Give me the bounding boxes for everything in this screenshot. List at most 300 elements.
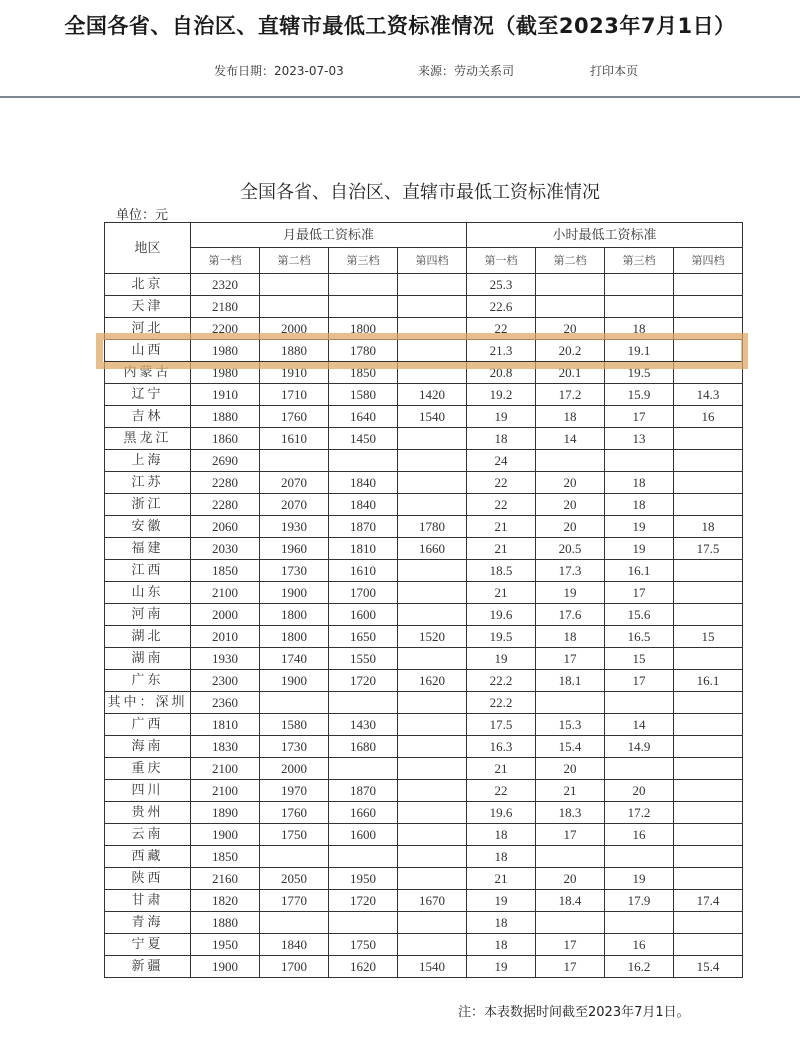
hourly-tier-4-cell: 18 <box>674 516 743 538</box>
table-row <box>105 560 743 582</box>
hourly-tier-4-cell <box>674 912 743 934</box>
hourly-tier-4-cell <box>674 868 743 890</box>
table-row <box>105 472 743 494</box>
hourly-tier-4-cell <box>674 450 743 472</box>
hourly-tier-3-cell: 16 <box>605 824 674 846</box>
monthly-tier-3-cell <box>329 912 398 934</box>
monthly-tier-3-cell: 1850 <box>329 362 398 384</box>
hourly-tier-2-cell: 15.4 <box>536 736 605 758</box>
monthly-tier-3-header: 第三档 <box>329 248 398 274</box>
table-row <box>105 340 743 362</box>
monthly-tier-1-cell: 1980 <box>191 340 260 362</box>
hourly-tier-2-cell: 20.5 <box>536 538 605 560</box>
hourly-tier-1-cell: 21 <box>467 516 536 538</box>
table-row <box>105 428 743 450</box>
monthly-tier-1-cell: 2280 <box>191 472 260 494</box>
hourly-tier-2-cell: 18 <box>536 626 605 648</box>
monthly-tier-1-cell: 2000 <box>191 604 260 626</box>
monthly-tier-3-cell: 1620 <box>329 956 398 978</box>
hourly-tier-3-cell <box>605 274 674 296</box>
monthly-tier-3-cell: 1840 <box>329 472 398 494</box>
hourly-tier-3-cell: 14 <box>605 714 674 736</box>
hourly-tier-4-cell <box>674 802 743 824</box>
hourly-tier-4-cell: 16.1 <box>674 670 743 692</box>
hourly-tier-2-cell: 18.3 <box>536 802 605 824</box>
monthly-tier-3-cell <box>329 450 398 472</box>
hourly-tier-2-cell: 17.2 <box>536 384 605 406</box>
hourly-tier-2-cell: 14 <box>536 428 605 450</box>
table-row <box>105 604 743 626</box>
monthly-tier-1-cell: 2060 <box>191 516 260 538</box>
monthly-tier-3-cell: 1600 <box>329 604 398 626</box>
hourly-tier-2-cell: 20 <box>536 472 605 494</box>
hourly-tier-3-cell <box>605 450 674 472</box>
region-cell: 江苏 <box>105 472 191 494</box>
monthly-tier-4-cell <box>398 274 467 296</box>
page-title: 全国各省、自治区、直辖市最低工资标准情况（截至2023年7月1日） <box>64 14 736 38</box>
monthly-tier-2-cell: 1930 <box>260 516 329 538</box>
hourly-tier-3-cell: 15.9 <box>605 384 674 406</box>
hourly-tier-4-cell <box>674 758 743 780</box>
monthly-tier-3-cell: 1610 <box>329 560 398 582</box>
region-cell: 甘肃 <box>105 890 191 912</box>
monthly-tier-4-cell <box>398 780 467 802</box>
monthly-tier-2-cell: 2000 <box>260 318 329 340</box>
hourly-tier-3-cell: 19 <box>605 868 674 890</box>
region-cell: 重庆 <box>105 758 191 780</box>
monthly-tier-1-cell: 2010 <box>191 626 260 648</box>
monthly-tier-4-cell <box>398 472 467 494</box>
hourly-tier-4-cell: 14.3 <box>674 384 743 406</box>
table-row <box>105 736 743 758</box>
region-cell: 青海 <box>105 912 191 934</box>
monthly-tier-2-cell: 1700 <box>260 956 329 978</box>
table-row <box>105 824 743 846</box>
hourly-tier-4-cell <box>674 934 743 956</box>
monthly-tier-3-cell <box>329 296 398 318</box>
monthly-tier-4-header: 第四档 <box>398 248 467 274</box>
hourly-tier-2-cell: 20 <box>536 516 605 538</box>
hourly-tier-3-cell: 17.2 <box>605 802 674 824</box>
monthly-tier-2-cell <box>260 274 329 296</box>
region-cell: 山西 <box>105 340 191 362</box>
region-cell: 宁夏 <box>105 934 191 956</box>
hourly-tier-2-cell <box>536 846 605 868</box>
hourly-tier-4-cell <box>674 714 743 736</box>
hourly-tier-2-cell: 20 <box>536 868 605 890</box>
hourly-tier-2-cell: 17.6 <box>536 604 605 626</box>
table-row <box>105 362 743 384</box>
monthly-tier-1-cell: 1830 <box>191 736 260 758</box>
region-cell: 四川 <box>105 780 191 802</box>
hourly-tier-2-cell: 17 <box>536 956 605 978</box>
region-cell: 湖南 <box>105 648 191 670</box>
table-row <box>105 802 743 824</box>
table-row <box>105 384 743 406</box>
hourly-tier-1-cell: 18 <box>467 428 536 450</box>
hourly-tier-3-cell <box>605 912 674 934</box>
monthly-tier-4-cell <box>398 604 467 626</box>
hourly-tier-1-cell: 16.3 <box>467 736 536 758</box>
hourly-tier-1-cell: 19.5 <box>467 626 536 648</box>
monthly-tier-2-cell: 1740 <box>260 648 329 670</box>
monthly-tier-4-cell <box>398 802 467 824</box>
monthly-tier-3-cell: 1550 <box>329 648 398 670</box>
region-cell: 浙江 <box>105 494 191 516</box>
hourly-tier-1-cell: 22 <box>467 780 536 802</box>
hourly-tier-2-cell <box>536 274 605 296</box>
hourly-tier-4-cell <box>674 362 743 384</box>
monthly-tier-1-cell: 2360 <box>191 692 260 714</box>
hourly-tier-4-header: 第四档 <box>674 248 743 274</box>
hourly-tier-4-cell <box>674 428 743 450</box>
monthly-tier-1-cell: 1890 <box>191 802 260 824</box>
hourly-tier-3-cell: 18 <box>605 494 674 516</box>
monthly-tier-4-cell <box>398 340 467 362</box>
monthly-tier-4-cell: 1780 <box>398 516 467 538</box>
monthly-tier-3-cell <box>329 846 398 868</box>
monthly-tier-4-cell <box>398 362 467 384</box>
table-row <box>105 648 743 670</box>
monthly-tier-1-cell: 1900 <box>191 824 260 846</box>
hourly-tier-4-cell: 15.4 <box>674 956 743 978</box>
region-cell: 陕西 <box>105 868 191 890</box>
table-row <box>105 956 743 978</box>
monthly-tier-4-cell <box>398 692 467 714</box>
hourly-tier-4-cell <box>674 318 743 340</box>
hourly-tier-4-cell <box>674 736 743 758</box>
monthly-tier-2-cell: 2050 <box>260 868 329 890</box>
region-cell: 安徽 <box>105 516 191 538</box>
monthly-tier-4-cell: 1420 <box>398 384 467 406</box>
hourly-tier-3-cell: 17 <box>605 670 674 692</box>
hourly-tier-1-cell: 22 <box>467 318 536 340</box>
monthly-tier-3-cell: 1950 <box>329 868 398 890</box>
monthly-tier-4-cell <box>398 714 467 736</box>
table-row <box>105 890 743 912</box>
monthly-tier-4-cell <box>398 494 467 516</box>
hourly-tier-3-cell: 19 <box>605 516 674 538</box>
hourly-tier-3-cell: 14.9 <box>605 736 674 758</box>
hourly-tier-2-cell: 18.1 <box>536 670 605 692</box>
hourly-tier-2-cell: 20.2 <box>536 340 605 362</box>
monthly-tier-4-cell <box>398 846 467 868</box>
hourly-tier-4-cell <box>674 648 743 670</box>
hourly-tier-4-cell <box>674 604 743 626</box>
table-row <box>105 494 743 516</box>
print-page-link[interactable]: 打印本页 <box>590 64 639 78</box>
hourly-tier-3-cell: 17.9 <box>605 890 674 912</box>
monthly-tier-2-cell: 1900 <box>260 670 329 692</box>
monthly-tier-4-cell: 1520 <box>398 626 467 648</box>
monthly-tier-4-cell <box>398 736 467 758</box>
region-cell: 海南 <box>105 736 191 758</box>
hourly-tier-4-cell: 17.5 <box>674 538 743 560</box>
hourly-tier-1-cell: 22 <box>467 494 536 516</box>
hourly-tier-2-cell: 21 <box>536 780 605 802</box>
hourly-tier-1-cell: 21 <box>467 538 536 560</box>
monthly-tier-1-cell: 1850 <box>191 846 260 868</box>
region-cell: 贵州 <box>105 802 191 824</box>
monthly-tier-4-cell <box>398 560 467 582</box>
region-cell: 北京 <box>105 274 191 296</box>
table-row <box>105 626 743 648</box>
table-row <box>105 758 743 780</box>
region-cell: 山东 <box>105 582 191 604</box>
monthly-tier-3-cell <box>329 692 398 714</box>
hourly-tier-2-cell: 17 <box>536 934 605 956</box>
monthly-tier-4-cell: 1660 <box>398 538 467 560</box>
monthly-tier-2-cell: 2070 <box>260 472 329 494</box>
monthly-tier-3-cell: 1680 <box>329 736 398 758</box>
monthly-tier-3-cell: 1720 <box>329 890 398 912</box>
hourly-tier-3-cell: 19 <box>605 538 674 560</box>
hourly-tier-1-cell: 19 <box>467 890 536 912</box>
table-row <box>105 692 743 714</box>
source-label: 来源：劳动关系司 <box>418 64 515 78</box>
hourly-tier-4-cell <box>674 824 743 846</box>
monthly-tier-4-cell <box>398 934 467 956</box>
hourly-tier-1-cell: 25.3 <box>467 274 536 296</box>
monthly-tier-3-cell: 1430 <box>329 714 398 736</box>
monthly-tier-1-cell: 2690 <box>191 450 260 472</box>
region-cell: 西藏 <box>105 846 191 868</box>
hourly-tier-1-cell: 22.2 <box>467 692 536 714</box>
minimum-wage-table <box>104 222 743 978</box>
monthly-tier-1-cell: 1860 <box>191 428 260 450</box>
monthly-tier-4-cell <box>398 824 467 846</box>
monthly-tier-3-cell: 1650 <box>329 626 398 648</box>
monthly-tier-1-cell: 1900 <box>191 956 260 978</box>
monthly-tier-3-cell: 1580 <box>329 384 398 406</box>
hourly-tier-1-cell: 18 <box>467 934 536 956</box>
region-cell: 新疆 <box>105 956 191 978</box>
region-cell: 吉林 <box>105 406 191 428</box>
footnote: 注：本表数据时间截至2023年7月1日。 <box>458 1005 690 1020</box>
region-cell: 福建 <box>105 538 191 560</box>
monthly-tier-4-cell <box>398 428 467 450</box>
table-row <box>105 780 743 802</box>
hourly-tier-3-cell: 20 <box>605 780 674 802</box>
monthly-tier-1-cell: 2300 <box>191 670 260 692</box>
table-row <box>105 406 743 428</box>
hourly-tier-1-cell: 24 <box>467 450 536 472</box>
hourly-tier-4-cell <box>674 494 743 516</box>
hourly-tier-1-cell: 19.6 <box>467 802 536 824</box>
region-column-header: 地区 <box>105 223 191 274</box>
hourly-tier-2-cell <box>536 450 605 472</box>
monthly-tier-2-cell <box>260 450 329 472</box>
hourly-tier-2-cell: 17.3 <box>536 560 605 582</box>
hourly-tier-2-cell: 18.4 <box>536 890 605 912</box>
hourly-tier-3-cell: 16.1 <box>605 560 674 582</box>
region-cell: 河北 <box>105 318 191 340</box>
monthly-tier-1-cell: 1810 <box>191 714 260 736</box>
monthly-tier-1-cell: 2200 <box>191 318 260 340</box>
region-cell: 辽宁 <box>105 384 191 406</box>
table-row <box>105 582 743 604</box>
monthly-tier-3-cell: 1720 <box>329 670 398 692</box>
hourly-tier-1-cell: 20.8 <box>467 362 536 384</box>
table-row <box>105 934 743 956</box>
monthly-tier-3-cell: 1640 <box>329 406 398 428</box>
hourly-tier-4-cell <box>674 780 743 802</box>
hourly-tier-3-cell <box>605 296 674 318</box>
monthly-tier-4-cell <box>398 582 467 604</box>
monthly-tier-1-cell: 1850 <box>191 560 260 582</box>
hourly-tier-3-cell: 16.2 <box>605 956 674 978</box>
hourly-tier-4-cell <box>674 846 743 868</box>
monthly-tier-2-cell <box>260 692 329 714</box>
monthly-tier-2-cell: 2000 <box>260 758 329 780</box>
monthly-tier-1-cell: 2160 <box>191 868 260 890</box>
table-row <box>105 538 743 560</box>
monthly-tier-4-cell <box>398 296 467 318</box>
monthly-tier-2-cell: 1840 <box>260 934 329 956</box>
monthly-tier-2-cell: 1710 <box>260 384 329 406</box>
table-row <box>105 670 743 692</box>
monthly-tier-4-cell: 1540 <box>398 956 467 978</box>
monthly-tier-2-cell: 1730 <box>260 736 329 758</box>
hourly-tier-4-cell <box>674 692 743 714</box>
monthly-tier-2-cell: 1770 <box>260 890 329 912</box>
monthly-tier-2-cell: 2070 <box>260 494 329 516</box>
hourly-tier-2-cell <box>536 296 605 318</box>
hourly-tier-1-cell: 19 <box>467 406 536 428</box>
hourly-tier-4-cell: 15 <box>674 626 743 648</box>
hourly-tier-1-cell: 17.5 <box>467 714 536 736</box>
monthly-tier-1-cell: 2180 <box>191 296 260 318</box>
hourly-tier-1-cell: 22.2 <box>467 670 536 692</box>
monthly-tier-3-cell <box>329 274 398 296</box>
monthly-tier-1-cell: 1820 <box>191 890 260 912</box>
hourly-tier-4-cell <box>674 582 743 604</box>
monthly-tier-3-cell: 1780 <box>329 340 398 362</box>
hourly-tier-3-cell: 16 <box>605 934 674 956</box>
region-cell: 江西 <box>105 560 191 582</box>
region-cell: 云南 <box>105 824 191 846</box>
monthly-tier-3-cell: 1750 <box>329 934 398 956</box>
monthly-tier-3-cell: 1870 <box>329 780 398 802</box>
region-cell: 天津 <box>105 296 191 318</box>
monthly-tier-2-cell: 1760 <box>260 802 329 824</box>
monthly-tier-2-cell: 1610 <box>260 428 329 450</box>
table-row <box>105 516 743 538</box>
monthly-tier-2-cell: 1970 <box>260 780 329 802</box>
hourly-tier-4-cell <box>674 472 743 494</box>
table-body <box>105 274 743 978</box>
monthly-tier-1-cell: 1930 <box>191 648 260 670</box>
hourly-tier-3-cell: 18 <box>605 472 674 494</box>
hourly-tier-4-cell <box>674 274 743 296</box>
hourly-tier-1-cell: 18 <box>467 912 536 934</box>
monthly-tier-1-cell: 1880 <box>191 406 260 428</box>
monthly-tier-1-cell: 1880 <box>191 912 260 934</box>
monthly-tier-1-cell: 2030 <box>191 538 260 560</box>
hourly-tier-1-header: 第一档 <box>467 248 536 274</box>
hourly-tier-2-cell: 17 <box>536 824 605 846</box>
monthly-tier-1-cell: 2100 <box>191 780 260 802</box>
hourly-tier-3-cell: 15.6 <box>605 604 674 626</box>
monthly-tier-2-cell <box>260 296 329 318</box>
hourly-tier-4-cell: 16 <box>674 406 743 428</box>
table-row <box>105 274 743 296</box>
monthly-tier-2-cell: 1880 <box>260 340 329 362</box>
monthly-tier-4-cell: 1670 <box>398 890 467 912</box>
monthly-tier-4-cell <box>398 450 467 472</box>
monthly-tier-3-cell: 1810 <box>329 538 398 560</box>
monthly-tier-4-cell <box>398 648 467 670</box>
hourly-tier-4-cell <box>674 560 743 582</box>
monthly-tier-4-cell: 1540 <box>398 406 467 428</box>
hourly-tier-1-cell: 19.6 <box>467 604 536 626</box>
region-cell: 内蒙古 <box>105 362 191 384</box>
hourly-tier-2-header: 第二档 <box>536 248 605 274</box>
monthly-tier-2-cell: 1800 <box>260 604 329 626</box>
table-row <box>105 868 743 890</box>
hourly-tier-3-cell: 19.1 <box>605 340 674 362</box>
hourly-tier-1-cell: 21 <box>467 868 536 890</box>
region-cell: 其中：深圳 <box>105 692 191 714</box>
monthly-tier-2-cell: 1900 <box>260 582 329 604</box>
monthly-tier-1-cell: 1980 <box>191 362 260 384</box>
hourly-tier-3-cell: 16.5 <box>605 626 674 648</box>
table-row <box>105 714 743 736</box>
monthly-tier-3-cell: 1600 <box>329 824 398 846</box>
monthly-tier-1-cell: 2100 <box>191 582 260 604</box>
monthly-tier-3-cell: 1870 <box>329 516 398 538</box>
monthly-tier-3-cell: 1800 <box>329 318 398 340</box>
hourly-tier-2-cell: 20 <box>536 758 605 780</box>
hourly-tier-4-cell <box>674 340 743 362</box>
monthly-tier-1-cell: 2280 <box>191 494 260 516</box>
monthly-tier-1-cell: 1950 <box>191 934 260 956</box>
hourly-tier-1-cell: 21 <box>467 582 536 604</box>
region-cell: 黑龙江 <box>105 428 191 450</box>
hourly-tier-3-cell: 18 <box>605 318 674 340</box>
hourly-tier-2-cell: 18 <box>536 406 605 428</box>
monthly-tier-3-cell <box>329 758 398 780</box>
monthly-wage-header: 月最低工资标准 <box>191 223 467 248</box>
table-row <box>105 846 743 868</box>
monthly-tier-4-cell: 1620 <box>398 670 467 692</box>
hourly-tier-1-cell: 22.6 <box>467 296 536 318</box>
hourly-tier-3-cell <box>605 758 674 780</box>
monthly-tier-1-cell: 2320 <box>191 274 260 296</box>
monthly-tier-2-cell: 1800 <box>260 626 329 648</box>
monthly-tier-1-cell: 2100 <box>191 758 260 780</box>
hourly-tier-1-cell: 22 <box>467 472 536 494</box>
monthly-tier-1-header: 第一档 <box>191 248 260 274</box>
hourly-tier-3-cell: 17 <box>605 406 674 428</box>
monthly-tier-4-cell <box>398 758 467 780</box>
hourly-tier-1-cell: 18 <box>467 846 536 868</box>
hourly-tier-3-cell: 13 <box>605 428 674 450</box>
hourly-tier-1-cell: 21 <box>467 758 536 780</box>
hourly-tier-4-cell <box>674 296 743 318</box>
publish-date: 发布日期：2023-07-03 <box>214 64 344 78</box>
hourly-tier-2-cell: 17 <box>536 648 605 670</box>
hourly-tier-2-cell: 20 <box>536 318 605 340</box>
hourly-tier-3-cell: 19.5 <box>605 362 674 384</box>
table-row <box>105 912 743 934</box>
monthly-tier-2-cell: 1760 <box>260 406 329 428</box>
region-cell: 上海 <box>105 450 191 472</box>
hourly-tier-2-cell: 20 <box>536 494 605 516</box>
monthly-tier-3-cell: 1700 <box>329 582 398 604</box>
table-title: 全国各省、自治区、直辖市最低工资标准情况 <box>240 182 600 203</box>
hourly-tier-1-cell: 19 <box>467 648 536 670</box>
